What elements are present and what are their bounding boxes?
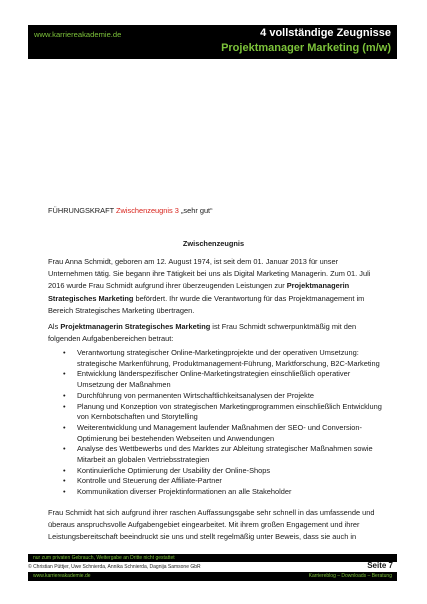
intro-position-bold: Projektmanagerin Strategisches Marketing <box>48 281 350 303</box>
label-highlight: Zwischenzeugnis 3 <box>116 206 179 215</box>
copyright: © Christian Püttjer, Uwe Schnierda, Annika Schnierda, Dagnija Samsone GbR <box>28 564 201 570</box>
label-prefix: FÜHRUNGSKRAFT <box>48 206 117 215</box>
list-item: • Analyse des Wettbewerbs und des Marktes zur Ableitung strategischer Maßnahmen sowie Mitarbeit an globalen Vertriebsstrategien <box>48 444 382 465</box>
tasks-intro-text-end: ist Frau Schmidt schwerpunktmäßig mit den folgenden Aufgabenbereichen betraut: <box>48 322 357 344</box>
list-item: • Entwicklung länderspezifischer Online-Marketingstrategien einschließlich operativer Umsetzung der Maßnahmen <box>48 369 382 390</box>
document-title: Zwischenzeugnis <box>182 239 245 248</box>
footer-bar <box>28 572 397 581</box>
list-item: • Weiterentwicklung und Management laufender Maßnahmen der SEO- und Conversion-Optimierung bei bestehenden Webseiten und Anwendungen <box>48 423 382 444</box>
page-header <box>28 25 397 59</box>
tasks-position-bold: Projektmanagerin Strategisches Marketing <box>60 322 211 331</box>
task-list <box>48 348 382 498</box>
list-item: • Verantwortung strategischer Online-Marketingprojekte und der operativen Umsetzung: strategische Markenführung, Produktmanagement-Führung, Marktforschung, B2C-Marketing <box>48 348 382 369</box>
certificate-label <box>48 206 213 215</box>
list-item: • Planung und Konzeption von strategischen Marketingprogrammen einschließlich Entwicklung von Kernbotschaften und Storytelling <box>48 402 382 423</box>
tasks-intro-text: Als <box>48 322 61 331</box>
list-item: • Durchführung von permanenten Wirtschaftlichkeitsanalysen der Projekte <box>48 391 382 402</box>
footer-url[interactable]: www.karriereakademie.de <box>33 573 91 579</box>
intro-text: Frau Anna Schmidt, geboren am 12. August 1974, ist seit dem 01. Januar 2013 für unser Unternehmen tätig. Sie begann ihre Tätigkeit bei uns als Digital Marketing Managerin. Zum 01. Juli 2016 wurde Frau Schmidt aufgrund ihrer überzeugenden Leistungen zur <box>48 257 371 291</box>
list-item: • Kontinuierliche Optimierung der Usability der Online-Shops <box>48 466 382 477</box>
tasks-intro-paragraph <box>48 321 382 345</box>
label-suffix: „sehr gut“ <box>178 206 213 215</box>
header-url[interactable]: www.karriereakademie.de <box>34 30 122 39</box>
page-number: Seite 7 <box>367 561 393 570</box>
usage-note-bar <box>28 554 397 562</box>
list-item: • Kontrolle und Steuerung der Affiliate-Partner <box>48 476 382 487</box>
footer-links[interactable]: Karriereblog – Downloads – Beratung <box>308 573 392 579</box>
header-subtitle: Projektmanager Marketing (m/w) <box>221 42 391 54</box>
usage-note: nur zum privaten Gebrauch, Weitergabe an Dritte nicht gestattet <box>33 555 175 561</box>
closing-paragraph: Frau Schmidt hat sich aufgrund ihrer raschen Auffassungsgabe sehr schnell in das umfassende und überaus anspruchsvolle Aufgabengebiet eingearbeitet. Mit ihrem großen Engagement und ihrer Leistungsbereitschaft beeindruckt sie uns und stellt regelmäßig unter Beweis, dass sie auch in <box>48 508 375 542</box>
header-title: 4 vollständige Zeugnisse <box>260 27 391 39</box>
intro-paragraph <box>48 256 382 317</box>
list-item: • Kommunikation diverser Projektinformationen an alle Stakeholder <box>48 487 382 498</box>
intro-text-end: befördert. Ihr wurde die Verantwortung für das Projektmanagement im Bereich Strategisches Marketing übertragen. <box>48 293 365 315</box>
